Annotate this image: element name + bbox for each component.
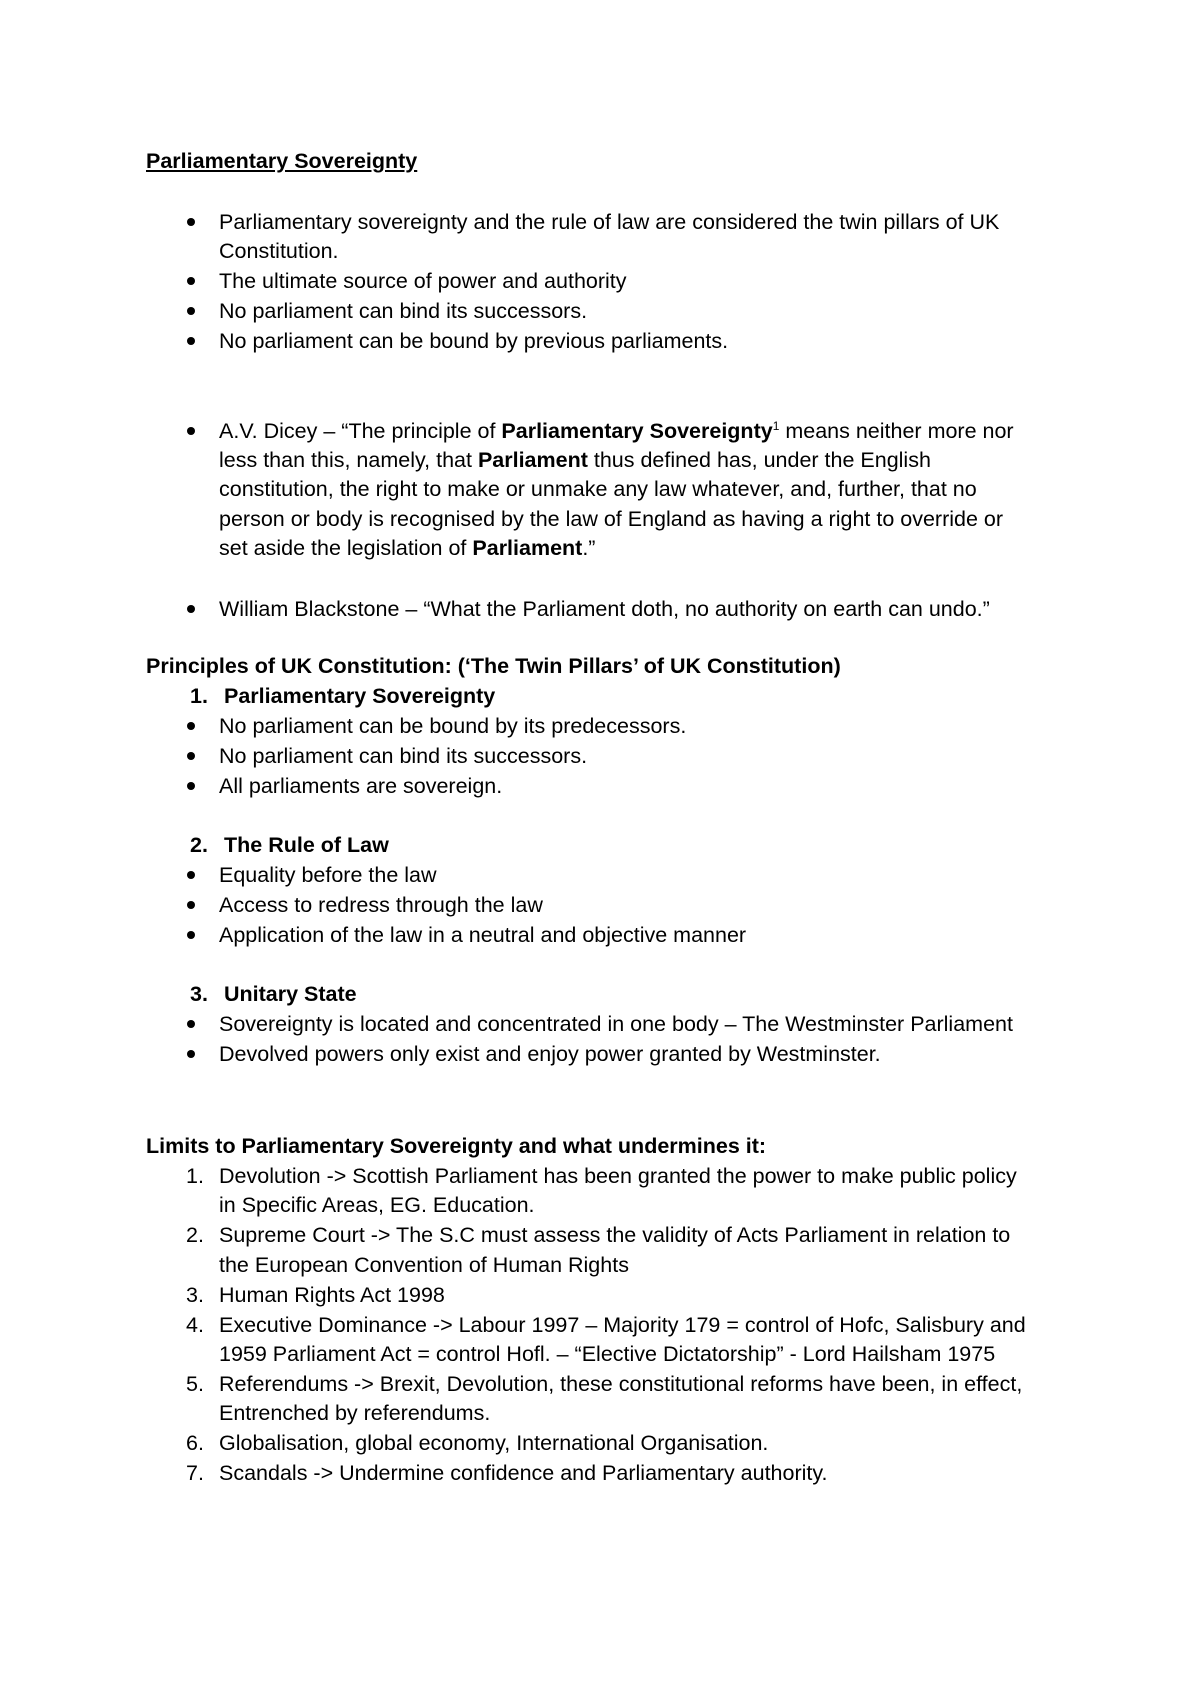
bullet-text: No parliament can be bound by its predecessors. xyxy=(219,714,687,738)
bullet-icon xyxy=(187,782,195,790)
limit-item-text-continuation: in Specific Areas, EG. Education. xyxy=(219,1193,535,1217)
dicey-bold-term: Parliament xyxy=(472,536,583,560)
principle-title: The Rule of Law xyxy=(224,833,389,857)
limit-item-text-continuation: 1959 Parliament Act = control Hofl. – “Elective Dictatorship” - Lord Hailsham 1975 xyxy=(219,1342,996,1366)
list-number: 1. xyxy=(190,684,208,708)
bullet-text: Access to redress through the law xyxy=(219,893,543,917)
list-number: 3. xyxy=(186,1283,204,1307)
dicey-text: means neither more nor xyxy=(779,419,1014,443)
section-title-parliamentary-sovereignty: Parliamentary Sovereignty xyxy=(146,149,418,173)
section-title-principles: Principles of UK Constitution: (‘The Twin Pillars’ of UK Constitution) xyxy=(146,654,841,678)
dicey-quote-line-4: person or body is recognised by the law of England as having a right to override or xyxy=(219,507,1004,531)
list-number: 1. xyxy=(186,1164,204,1188)
bullet-text: No parliament can bind its successors. xyxy=(219,299,588,323)
bullet-icon xyxy=(187,218,195,226)
section-title-limits: Limits to Parliamentary Sovereignty and what undermines it: xyxy=(146,1134,767,1158)
bullet-icon xyxy=(187,605,195,613)
dicey-text: set aside the legislation of xyxy=(219,536,473,560)
list-number: 6. xyxy=(186,1431,204,1455)
dicey-quote-line-1 xyxy=(219,416,1014,446)
dicey-quote-line-2 xyxy=(219,445,931,475)
bullet-icon xyxy=(187,871,195,879)
dicey-bold-term: Parliamentary Sovereignty xyxy=(501,419,773,443)
limit-item-text: Referendums -> Brexit, Devolution, these constitutional reforms have been, in effect, xyxy=(219,1372,1023,1396)
bullet-icon xyxy=(187,277,195,285)
principle-title: Parliamentary Sovereignty xyxy=(224,684,496,708)
footnote-marker: 1 xyxy=(772,418,780,433)
list-number: 5. xyxy=(186,1372,204,1396)
list-number: 4. xyxy=(186,1313,204,1337)
blackstone-quote: William Blackstone – “What the Parliament doth, no authority on earth can undo.” xyxy=(219,597,990,621)
bullet-icon xyxy=(187,901,195,909)
bullet-text: The ultimate source of power and authority xyxy=(219,269,627,293)
dicey-text: .” xyxy=(582,536,596,560)
list-number: 7. xyxy=(186,1461,204,1485)
list-number: 3. xyxy=(190,982,208,1006)
bullet-icon xyxy=(187,307,195,315)
list-number: 2. xyxy=(190,833,208,857)
bullet-icon xyxy=(187,722,195,730)
bullet-icon xyxy=(187,427,195,435)
bullet-text: Parliamentary sovereignty and the rule of law are considered the twin pillars of UK xyxy=(219,210,1000,234)
dicey-text: less than this, namely, that xyxy=(219,448,478,472)
limit-item-text-continuation: Entrenched by referendums. xyxy=(219,1401,491,1425)
limit-item-text: Executive Dominance -> Labour 1997 – Majority 179 = control of Hofc, Salisbury and xyxy=(219,1313,1026,1337)
bullet-text: Devolved powers only exist and enjoy power granted by Westminster. xyxy=(219,1042,881,1066)
list-number: 2. xyxy=(186,1223,204,1247)
limit-item-text: Globalisation, global economy, International Organisation. xyxy=(219,1431,769,1455)
limit-item-text: Scandals -> Undermine confidence and Parliamentary authority. xyxy=(219,1461,828,1485)
bullet-icon xyxy=(187,1050,195,1058)
bullet-text: Sovereignty is located and concentrated in one body – The Westminster Parliament xyxy=(219,1012,1013,1036)
bullet-icon xyxy=(187,337,195,345)
bullet-text-continuation: Constitution. xyxy=(219,239,339,263)
limit-item-text-continuation: the European Convention of Human Rights xyxy=(219,1253,629,1277)
dicey-quote-line-3: constitution, the right to make or unmake any law whatever, and, further, that no xyxy=(219,477,977,501)
dicey-text: A.V. Dicey – “The principle of xyxy=(219,419,502,443)
dicey-bold-term: Parliament xyxy=(477,448,588,472)
bullet-icon xyxy=(187,1020,195,1028)
bullet-icon xyxy=(187,752,195,760)
dicey-text: thus defined has, under the English xyxy=(587,448,931,472)
dicey-quote-line-5 xyxy=(219,533,595,563)
limit-item-text: Supreme Court -> The S.C must assess the validity of Acts Parliament in relation to xyxy=(219,1223,1011,1247)
bullet-icon xyxy=(187,931,195,939)
principle-title: Unitary State xyxy=(224,982,357,1006)
bullet-text: No parliament can be bound by previous parliaments. xyxy=(219,329,729,353)
limit-item-text: Human Rights Act 1998 xyxy=(219,1283,445,1307)
limit-item-text: Devolution -> Scottish Parliament has been granted the power to make public policy xyxy=(219,1164,1017,1188)
bullet-text: Application of the law in a neutral and objective manner xyxy=(219,923,747,947)
bullet-text: All parliaments are sovereign. xyxy=(219,774,503,798)
bullet-text: Equality before the law xyxy=(219,863,437,887)
bullet-text: No parliament can bind its successors. xyxy=(219,744,588,768)
